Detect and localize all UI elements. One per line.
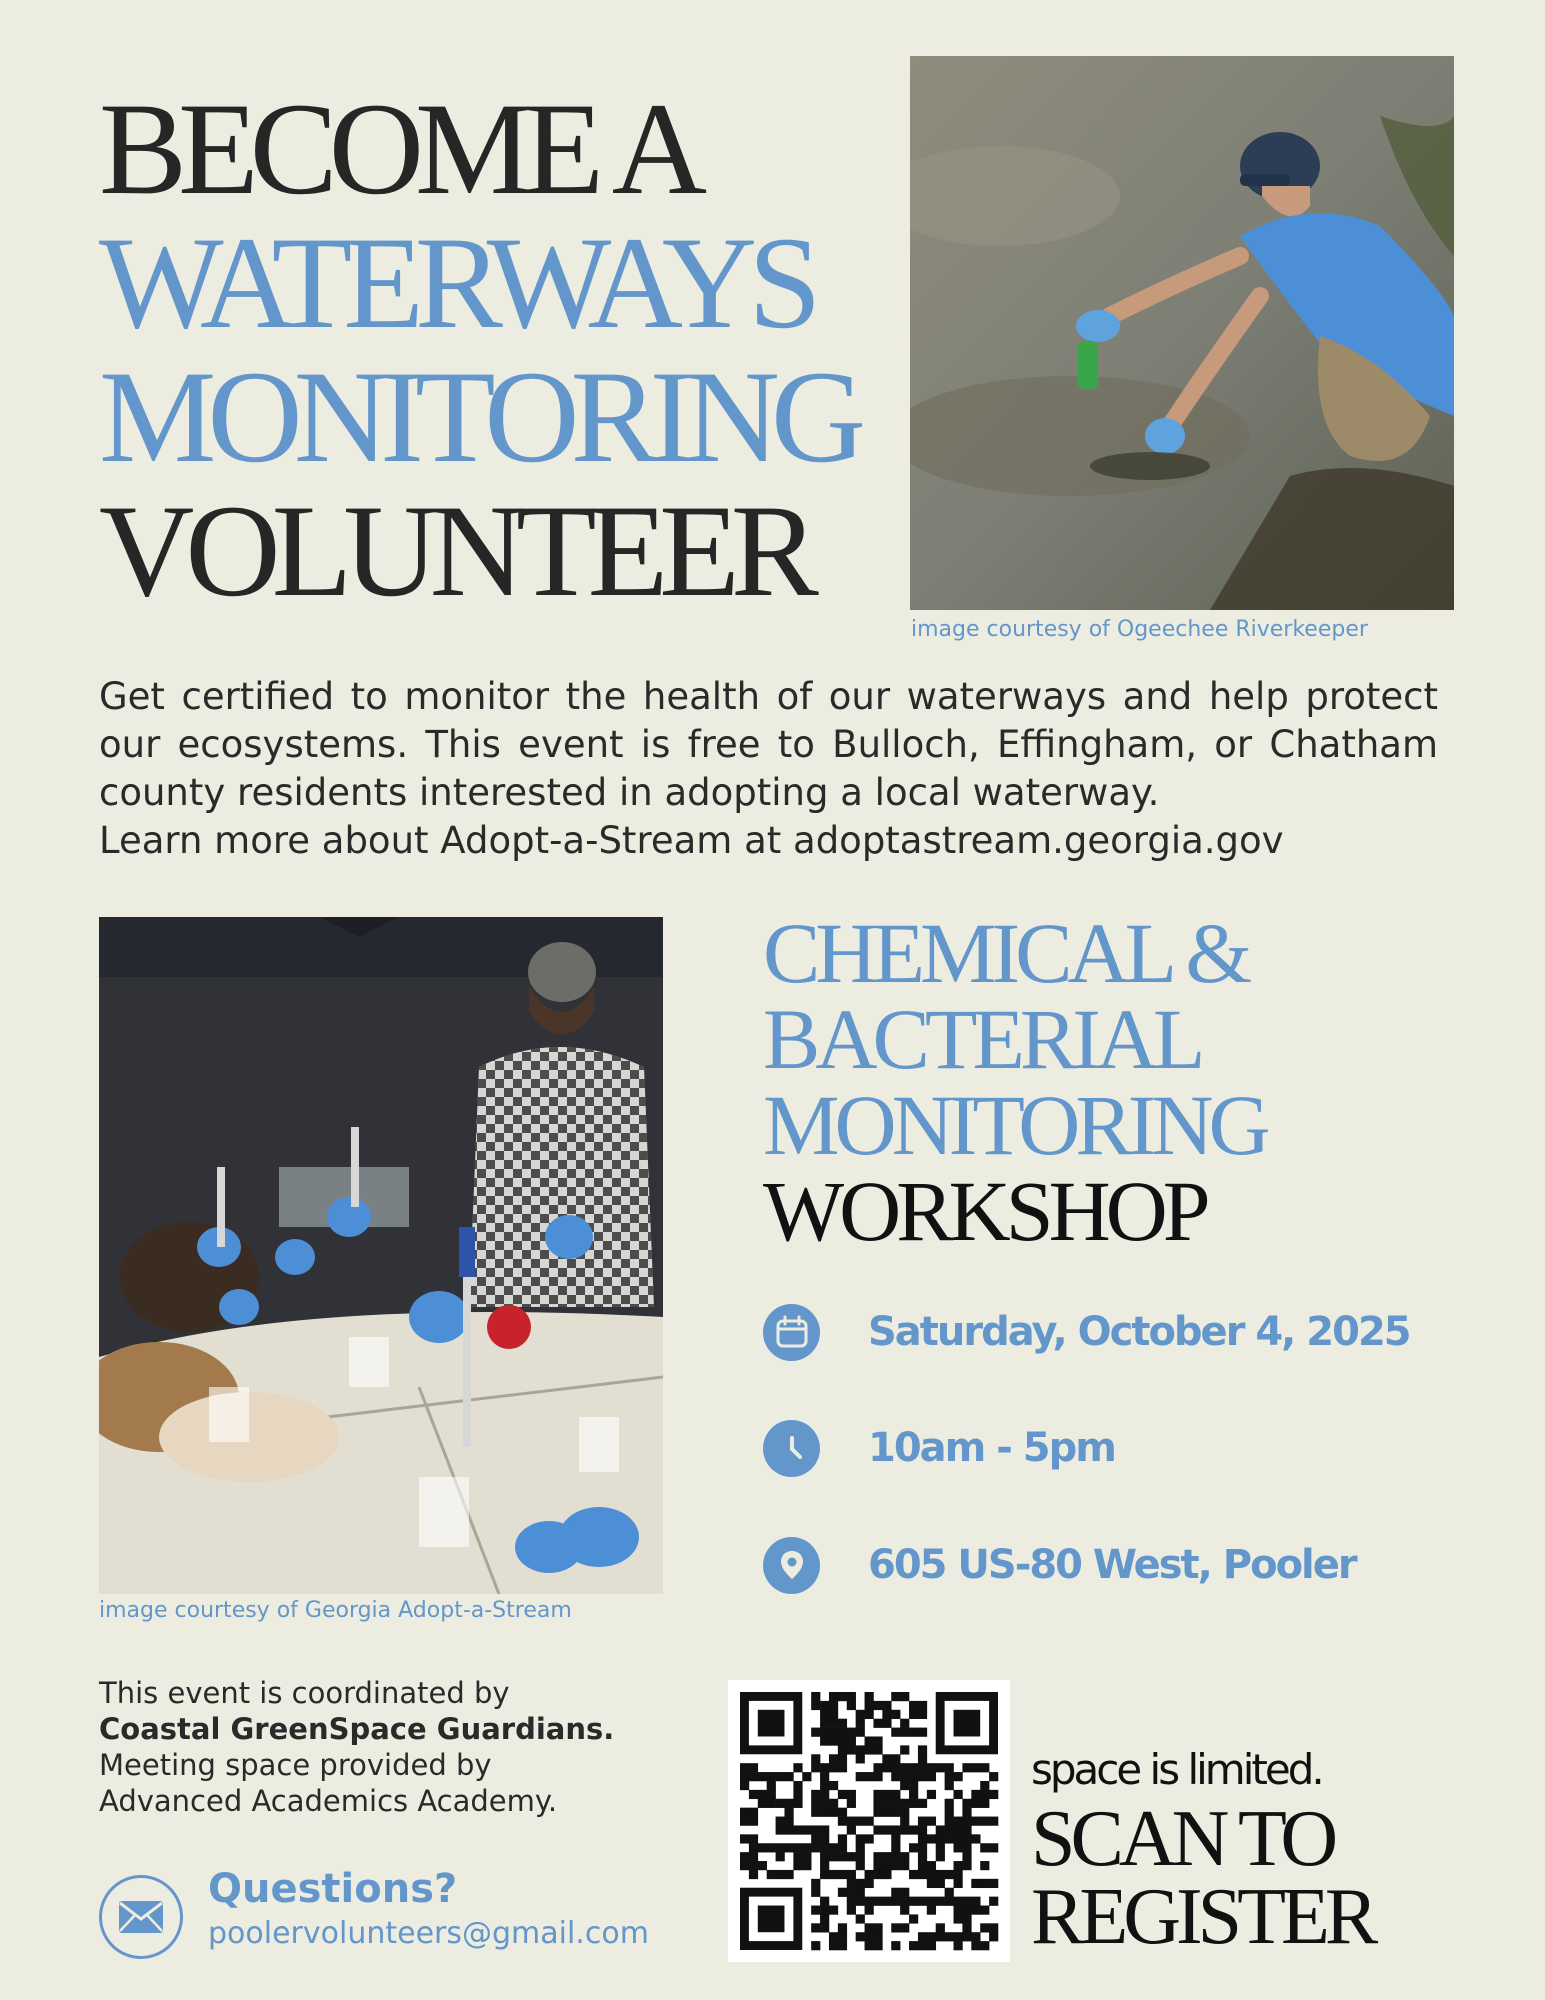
intro-text: Get certified to monitor the health of our waterways and help protect our ecosystems. This event is free to Bulloch, Effingham, or Chatham county residents interested in adopting a local waterway. <box>99 675 1438 814</box>
event-location <box>763 1535 1483 1595</box>
workshop-line-chemical: CHEMICAL & <box>763 905 1248 1001</box>
workshop-title <box>763 905 1463 1259</box>
coordinator-org: Coastal GreenSpace Guardians. <box>99 1712 615 1746</box>
coordinator-line: This event is coordinated by <box>99 1676 510 1710</box>
intro-paragraph <box>99 673 1438 865</box>
workshop-line-monitoring: MONITORING <box>763 1077 1266 1173</box>
headline <box>99 75 899 624</box>
headline-line-monitoring: MONITORING <box>99 343 858 490</box>
workshop-line-bacterial: BACTERIAL <box>763 991 1201 1087</box>
event-date <box>763 1302 1483 1362</box>
coordinator-info <box>99 1675 719 1819</box>
meeting-space-host: Advanced Academics Academy. <box>99 1784 558 1818</box>
headline-line-become: BECOME A <box>99 75 699 222</box>
event-time-text: 10am - 5pm <box>868 1425 1115 1471</box>
calendar-icon <box>763 1304 820 1361</box>
register-line: REGISTER <box>1031 1873 1374 1961</box>
questions-email-link[interactable]: poolervolunteers@gmail.com <box>208 1916 649 1951</box>
questions-title: Questions? <box>208 1866 458 1912</box>
clock-icon <box>763 1420 820 1477</box>
space-limited-text: space is limited. <box>1031 1745 1322 1794</box>
event-date-text: Saturday, October 4, 2025 <box>868 1309 1410 1355</box>
scan-line: SCAN TO <box>1031 1795 1334 1883</box>
headline-line-waterways: WATERWAYS <box>99 209 813 356</box>
headline-line-volunteer: VOLUNTEER <box>99 477 810 624</box>
envelope-icon <box>99 1875 183 1959</box>
scan-to-register <box>1031 1795 1374 1961</box>
riverkeeper-photo-credit: image courtesy of Ogeechee Riverkeeper <box>911 617 1368 642</box>
register-qr-code[interactable] <box>728 1680 1010 1962</box>
meeting-space-line: Meeting space provided by <box>99 1748 492 1782</box>
map-pin-icon <box>763 1537 820 1594</box>
event-time <box>763 1418 1483 1478</box>
intro-link-text: Learn more about Adopt-a-Stream at adoptastream.georgia.gov <box>99 819 1284 862</box>
event-location-text: 605 US-80 West, Pooler <box>868 1542 1356 1588</box>
riverkeeper-photo <box>910 56 1454 610</box>
workshop-line-workshop: WORKSHOP <box>763 1163 1206 1259</box>
workshop-photo <box>99 917 663 1594</box>
workshop-photo-credit: image courtesy of Georgia Adopt-a-Stream <box>99 1598 572 1623</box>
